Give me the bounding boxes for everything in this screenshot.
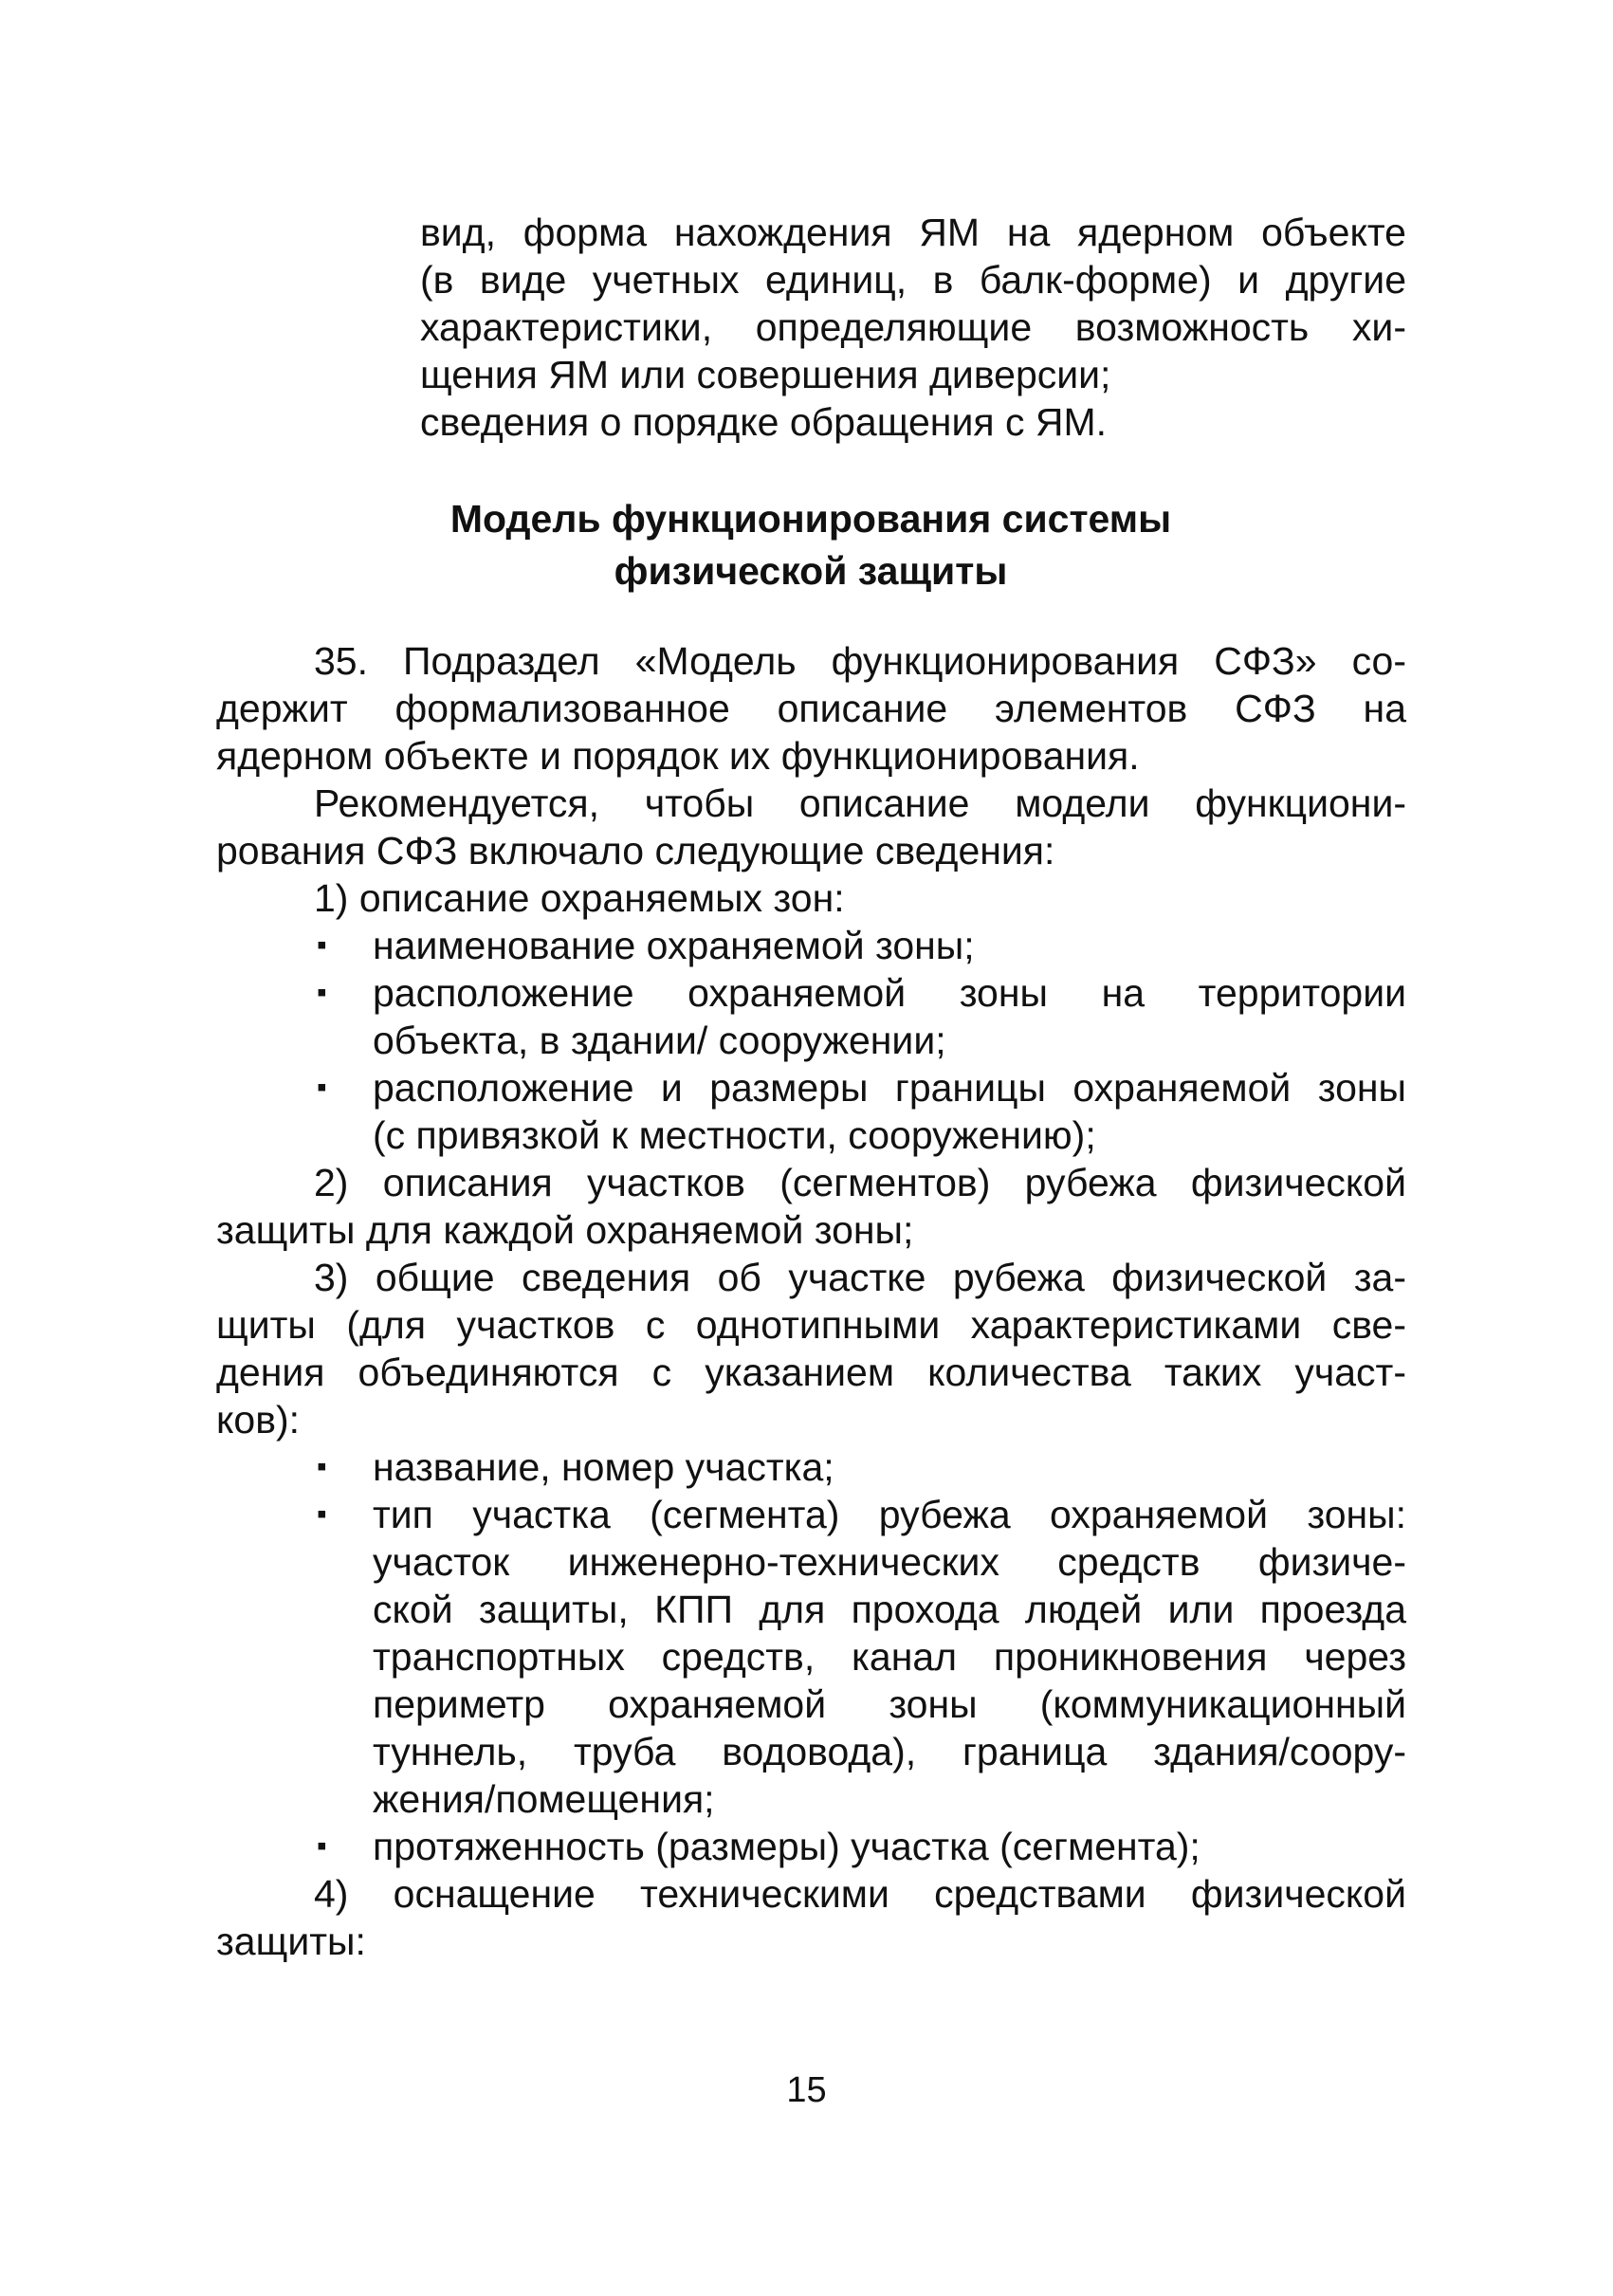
- bullet-item: [216, 1064, 1406, 1111]
- list-item-3-line: 3) общие сведения об участке рубежа физической за-: [314, 1256, 1406, 1299]
- list-item-3-line: щиты (для участков с однотипными характеристиками све-: [216, 1303, 1406, 1347]
- heading-line: физической защиты: [614, 549, 1008, 593]
- bullet-icon: ▪: [317, 1830, 327, 1862]
- bullet-item: [216, 1443, 1406, 1491]
- bullet-icon: ▪: [317, 1451, 327, 1482]
- bullet-icon: ▪: [317, 1498, 327, 1530]
- bullet-text: тип участка (сегмента) рубежа охраняемой зоны:: [373, 1493, 1406, 1536]
- bullet-continuation: туннель, труба водовода), граница здания/соору-: [373, 1730, 1406, 1773]
- text-line: вид, форма нахождения ЯМ на ядерном объекте: [420, 211, 1406, 254]
- text-line: щения ЯМ или совершения диверсии;: [420, 353, 1111, 396]
- bullet-text: наименование охраняемой зоны;: [373, 924, 975, 967]
- bullet-continuation: периметр охраняемой зоны (коммуникационный: [373, 1682, 1406, 1726]
- paragraph-35-line: 35. Подраздел «Модель функционирования СФЗ» со-: [314, 639, 1406, 683]
- bullet-icon: ▪: [317, 977, 327, 1008]
- recommendation-line: рования СФЗ включало следующие сведения:: [216, 829, 1055, 872]
- text-line: сведения о порядке обращения с ЯМ.: [420, 400, 1107, 444]
- bullet-text: протяженность (размеры) участка (сегмента);: [373, 1825, 1201, 1868]
- list-item-4-line: 4) оснащение техническими средствами физической: [314, 1872, 1406, 1916]
- bullet-item: [216, 1491, 1406, 1538]
- text-line: характеристики, определяющие возможность хи-: [420, 305, 1406, 349]
- bullet-text: расположение охраняемой зоны на территории: [373, 971, 1406, 1015]
- paragraph-35-line: держит формализованное описание элементов СФЗ на: [216, 687, 1406, 730]
- text-line: (в виде учетных единиц, в балк-форме) и другие: [420, 258, 1406, 302]
- recommendation-line: Рекомендуется, чтобы описание модели функциони-: [314, 781, 1406, 825]
- bullet-item: [216, 922, 1406, 969]
- bullet-continuation: жения/помещения;: [373, 1777, 715, 1821]
- bullet-continuation: участок инженерно-технических средств физиче-: [373, 1540, 1406, 1584]
- list-item-2-line: 2) описания участков (сегментов) рубежа физической: [314, 1161, 1406, 1204]
- list-item-4-line: защиты:: [216, 1919, 366, 1963]
- bullet-icon: ▪: [317, 929, 327, 961]
- list-item-3-line: дения объединяются с указанием количества таких участ-: [216, 1350, 1406, 1394]
- list-item-3-line: ков):: [216, 1398, 301, 1442]
- page-number: 15: [786, 2070, 827, 2110]
- bullet-continuation: ской защиты, КПП для прохода людей или проезда: [373, 1588, 1406, 1631]
- bullet-continuation: (с привязкой к местности, сооружению);: [373, 1113, 1096, 1157]
- bullet-text: название, номер участка;: [373, 1445, 834, 1489]
- heading-line: Модель функционирования системы: [449, 497, 1172, 541]
- section-heading: [218, 493, 1403, 597]
- intro-paragraph: [420, 209, 1406, 446]
- list-item-1: 1) описание охраняемых зон:: [314, 876, 845, 920]
- bullet-item: [216, 969, 1406, 1017]
- paragraph-35-line: ядерном объекте и порядок их функционирования.: [216, 734, 1140, 778]
- bullet-continuation: объекта, в здании/ сооружении;: [373, 1019, 946, 1062]
- bullet-item: [216, 1823, 1406, 1870]
- body-text: [216, 637, 1406, 1965]
- bullet-text: расположение и размеры границы охраняемой зоны: [373, 1066, 1406, 1110]
- bullet-continuation: транспортных средств, канал проникновения через: [373, 1635, 1406, 1679]
- bullet-icon: ▪: [317, 1072, 327, 1103]
- list-item-2-line: защиты для каждой охраняемой зоны;: [216, 1208, 914, 1252]
